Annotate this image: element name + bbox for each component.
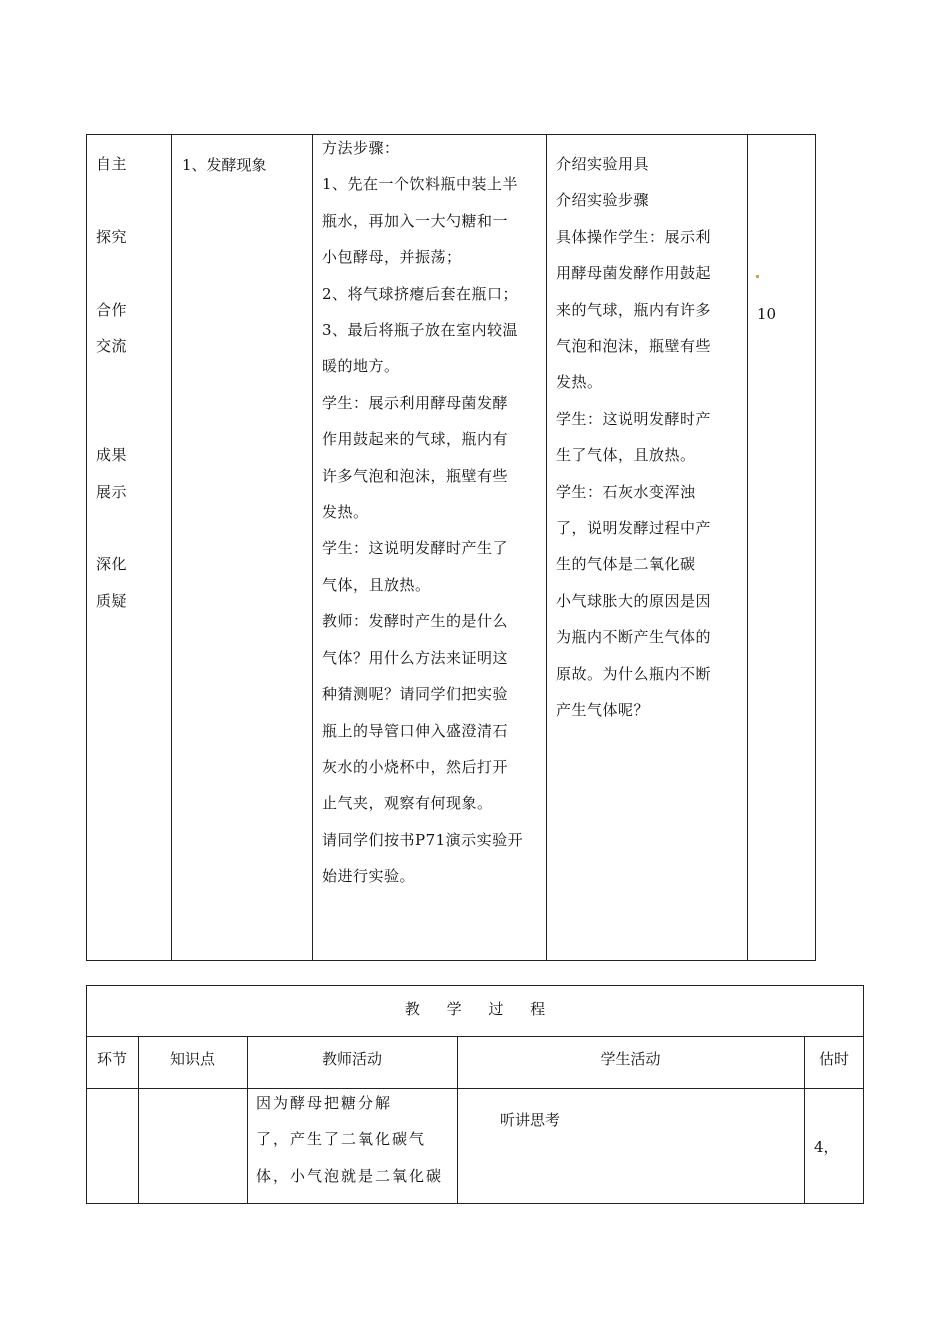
stage-label: 成果: [96, 446, 128, 465]
marker-dot: [756, 275, 759, 278]
col-divider: [747, 134, 748, 961]
student-line: 生的气体是二氧化碳: [556, 555, 696, 574]
method-line: 止气夹，观察有何现象。: [322, 794, 493, 813]
row-divider: [86, 1036, 864, 1037]
stage-label: 自主: [96, 155, 128, 173]
method-line: 请同学们按书P71演示实验开: [322, 830, 524, 849]
method-line: 许多气泡和泡沫，瓶壁有些: [322, 466, 509, 485]
student-line: 原故。为什么瓶内不断: [556, 664, 712, 683]
stage-label: [96, 255, 127, 291]
stage-column: [96, 146, 127, 619]
method-steps-column: [322, 130, 523, 895]
stage-label: [96, 510, 127, 546]
stage-label: 交流: [96, 336, 128, 355]
method-line: 小包酵母，并振荡；: [322, 248, 462, 267]
method-line: 种猜测呢？请同学们把实验: [322, 685, 509, 704]
method-line: 方法步骤：: [322, 139, 400, 157]
student-line: 发热。: [556, 373, 603, 392]
col-divider: [546, 134, 547, 961]
stage-label: 合作: [96, 300, 128, 319]
stage-label: 深化: [96, 555, 128, 574]
stage-label: 展示: [96, 482, 128, 501]
time-estimate: 10: [757, 305, 777, 323]
method-line: 发热。: [322, 503, 369, 522]
student-line: 为瓶内不断产生气体的: [556, 628, 712, 647]
student-line: 小气球胀大的原因是因: [556, 591, 712, 610]
student-line: 介绍实验用具: [556, 155, 650, 173]
method-line: 气体，且放热。: [322, 575, 431, 594]
col-divider: [312, 134, 313, 961]
header-time: 估时: [818, 1050, 849, 1068]
header-student-activity: 学生活动: [600, 1050, 661, 1068]
time-cell: 4，: [814, 1138, 839, 1156]
method-line: 灰水的小烧杯中，然后打开: [322, 757, 509, 776]
method-line: 气体？用什么方法来证明这: [322, 648, 509, 667]
teacher-line: 因为酵母把糖分解: [256, 1094, 393, 1112]
method-line: 瓶上的导管口伸入盛澄清石: [322, 721, 509, 740]
stage-label: [96, 364, 127, 400]
student-line: 生了气体，且放热。: [556, 446, 696, 465]
student-activity-cell: 听讲思考: [500, 1111, 561, 1129]
teacher-activity-cell: [256, 1085, 443, 1194]
stage-label: [96, 182, 127, 218]
method-line: 作用鼓起来的气球，瓶内有: [322, 430, 509, 449]
method-line: 始进行实验。: [322, 867, 416, 886]
method-line: 1、先在一个饮料瓶中装上半: [322, 175, 519, 194]
header-teacher-activity: 教师活动: [321, 1050, 382, 1068]
student-line: 了，说明发酵过程中产: [556, 519, 712, 538]
student-line: 来的气球，瓶内有许多: [556, 300, 712, 319]
student-line: 学生：这说明发酵时产: [556, 409, 712, 428]
method-line: 瓶水，再加入一大勺糖和一: [322, 211, 509, 230]
col-divider: [171, 134, 172, 961]
method-line: 暖的地方。: [322, 357, 400, 376]
student-activity-column: [556, 146, 711, 729]
stage-label: [96, 401, 127, 437]
header-knowledge: 知识点: [169, 1050, 215, 1068]
teacher-line: 体，小气泡就是二氧化碳: [256, 1166, 444, 1185]
stage-label: 质疑: [96, 591, 128, 610]
row-divider: [86, 1088, 864, 1089]
teacher-line: 了，产生了二氧化碳气: [256, 1130, 427, 1149]
student-line: 用酵母菌发酵作用鼓起: [556, 264, 712, 283]
student-line: 介绍实验步骤: [556, 191, 650, 210]
method-line: 教师：发酵时产生的是什么: [322, 612, 509, 631]
header-stage: 环节: [96, 1050, 127, 1068]
method-line: 2、将气球挤瘪后套在瓶口；: [322, 284, 519, 303]
knowledge-point: 1、发酵现象: [182, 156, 267, 174]
table-title: 教 学 过 程: [404, 1000, 546, 1018]
student-line: 学生：石灰水变浑浊: [556, 482, 696, 501]
stage-label: 探究: [96, 227, 128, 246]
student-line: 气泡和泡沫，瓶壁有些: [556, 337, 712, 356]
student-line: 具体操作学生：展示利: [556, 227, 712, 246]
student-line: 产生气体呢？: [556, 701, 650, 720]
method-line: 3、最后将瓶子放在室内较温: [322, 321, 519, 340]
method-line: 学生：这说明发酵时产生了: [322, 539, 509, 558]
method-line: 学生：展示利用酵母菌发酵: [322, 393, 509, 412]
